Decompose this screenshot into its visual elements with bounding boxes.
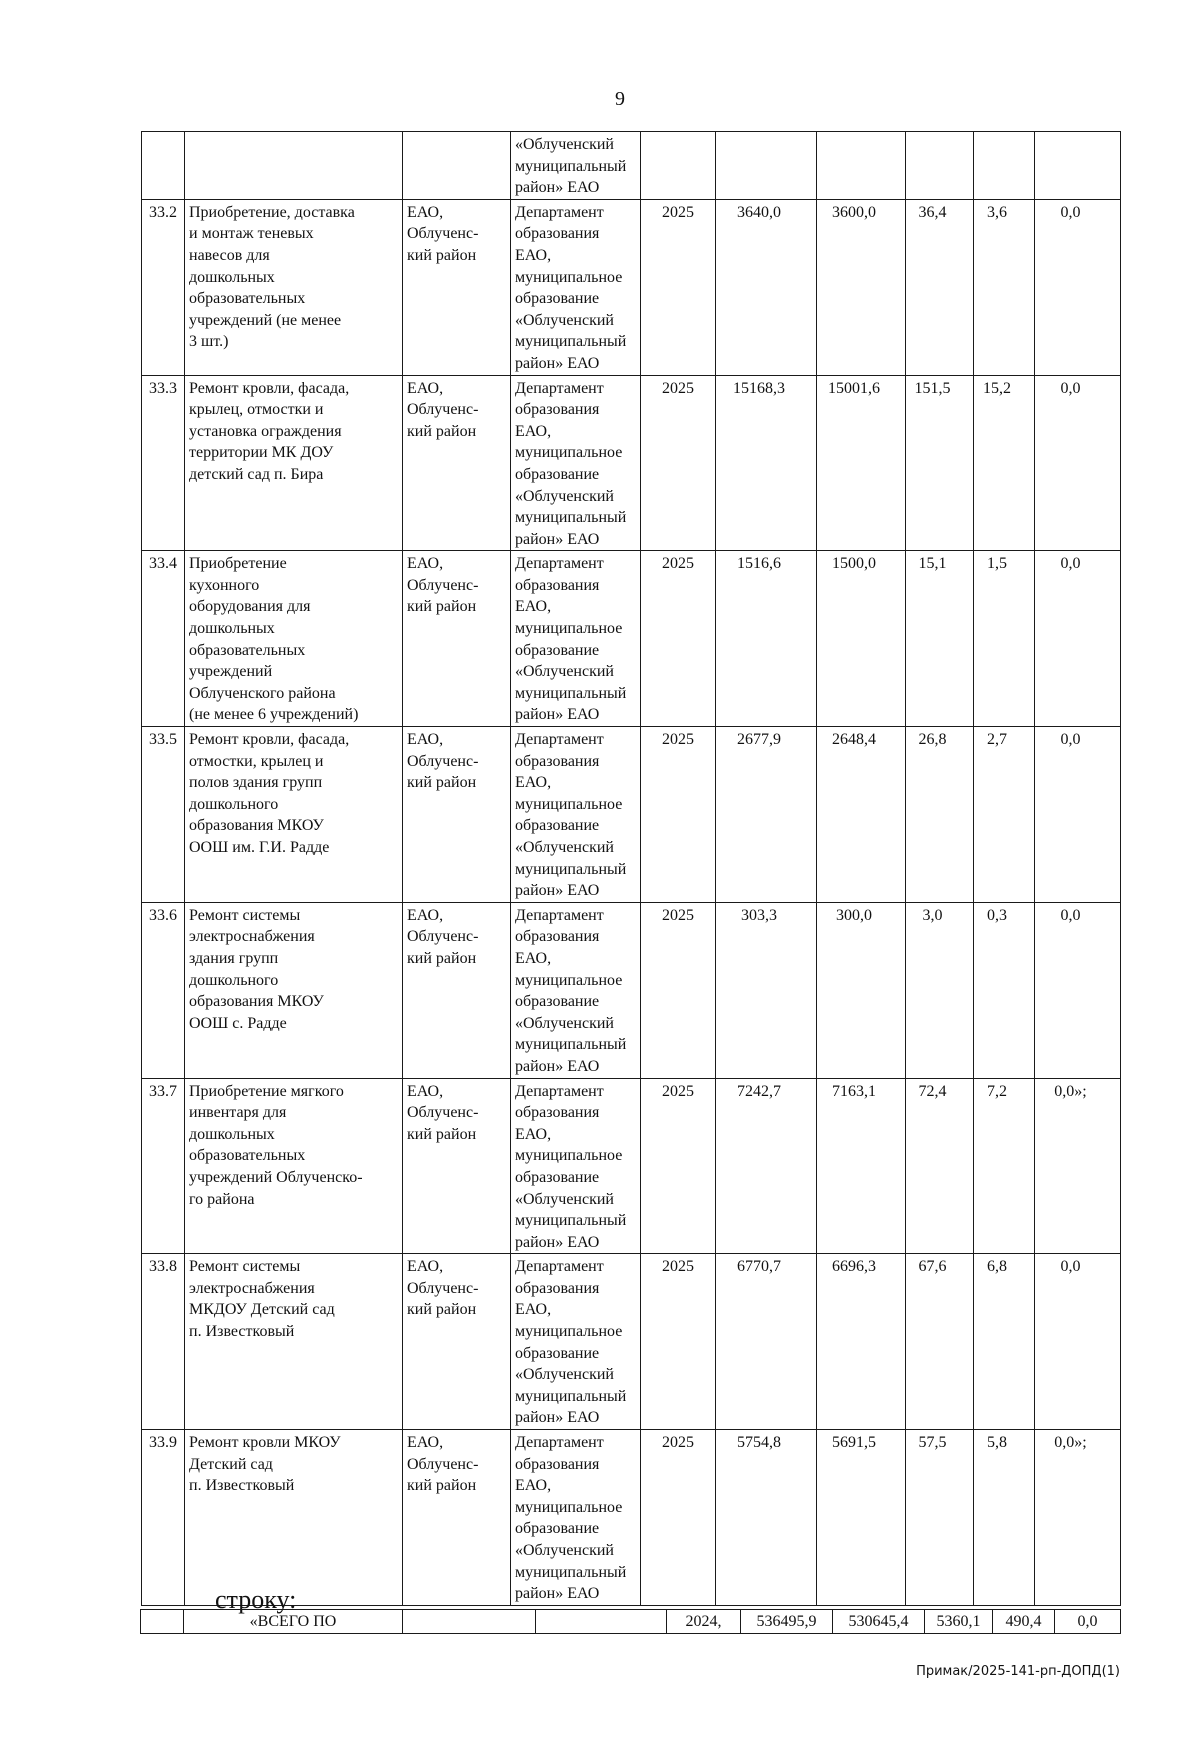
measure-name: Приобретение, доставка и монтаж теневых навесов для дошкольных образовательных учреждений (не менее 3 шт.) [185, 199, 403, 375]
row-number: 33.2 [142, 199, 185, 375]
location-cell: ЕАО, Облученс- кий район [403, 551, 511, 727]
regional-amount: 3,0 [906, 902, 974, 1078]
total-amount: 303,3 [716, 902, 817, 1078]
measure-name: Ремонт кровли, фасада, отмостки, крылец и полов здания групп дошкольного образования МКОУ ООШ им. Г.И. Радде [185, 727, 403, 903]
federal-amount: 1500,0 [817, 551, 906, 727]
location-cell: ЕАО, Облученс- кий район [403, 375, 511, 551]
location-cell: ЕАО, Облученс- кий район [403, 902, 511, 1078]
measure-name: Приобретение кухонного оборудования для дошкольных образовательных учреждений Облученского района (не менее 6 учреждений) [185, 551, 403, 727]
municipal-amount: 15,2 [974, 375, 1035, 551]
program-table [141, 131, 1121, 1606]
executor-cell: Департамент образования ЕАО, муниципальное образование «Облученский муниципальный район» ЕАО [511, 375, 641, 551]
executor-cell: Департамент образования ЕАО, муниципальное образование «Облученский муниципальный район» ЕАО [511, 902, 641, 1078]
federal-amount: 6696,3 [817, 1254, 906, 1430]
table-row [142, 375, 1121, 551]
municipal-amount: 0,3 [974, 902, 1035, 1078]
federal-amount: 15001,6 [817, 375, 906, 551]
total-name: «ВСЕГО ПО [184, 1610, 403, 1634]
regional-amount: 36,4 [906, 199, 974, 375]
document-code: Примак/2025-141-рп-ДОПД(1) [916, 1664, 1120, 1679]
page-number: 9 [615, 88, 625, 110]
executor-cell: Департамент образования ЕАО, муниципальное образование «Облученский муниципальный район» ЕАО [511, 727, 641, 903]
total-amount: 6770,7 [716, 1254, 817, 1430]
total-amount: 7242,7 [716, 1078, 817, 1254]
total-amount: 1516,6 [716, 551, 817, 727]
federal-amount: 2648,4 [817, 727, 906, 903]
location-cell: ЕАО, Облученс- кий район [403, 199, 511, 375]
other-amount: 0,0 [1035, 551, 1121, 727]
row-number: 33.4 [142, 551, 185, 727]
other-amount: 0,0 [1035, 1254, 1121, 1430]
continuation-row [142, 132, 1121, 200]
regional-amount: 57,5 [906, 1430, 974, 1606]
total-sum: 536495,9 [741, 1610, 833, 1634]
total-amount: 2677,9 [716, 727, 817, 903]
other-amount: 0,0»; [1035, 1078, 1121, 1254]
total-amount: 15168,3 [716, 375, 817, 551]
municipal-amount: 6,8 [974, 1254, 1035, 1430]
municipal-amount: 7,2 [974, 1078, 1035, 1254]
table-row [142, 1430, 1121, 1606]
other-amount: 0,0 [1035, 727, 1121, 903]
total-table [140, 1609, 1121, 1634]
stroku-label: строку: [215, 1585, 297, 1614]
other-amount: 0,0»; [1035, 1430, 1121, 1606]
total-row [141, 1610, 1121, 1634]
total-amount: 5754,8 [716, 1430, 817, 1606]
table-row [142, 1254, 1121, 1430]
federal-amount: 3600,0 [817, 199, 906, 375]
executor-cell: Департамент образования ЕАО, муниципальное образование «Облученский муниципальный район» ЕАО [511, 551, 641, 727]
municipal-amount: 3,6 [974, 199, 1035, 375]
row-number: 33.5 [142, 727, 185, 903]
total-mun: 490,4 [993, 1610, 1055, 1634]
total-reg: 5360,1 [925, 1610, 993, 1634]
location-cell: ЕАО, Облученс- кий район [403, 1078, 511, 1254]
year-cell: 2025 [641, 902, 716, 1078]
year-cell: 2025 [641, 199, 716, 375]
regional-amount: 151,5 [906, 375, 974, 551]
executor-cell: Департамент образования ЕАО, муниципальное образование «Облученский муниципальный район» ЕАО [511, 1078, 641, 1254]
measure-name: Ремонт кровли МКОУ Детский сад п. Известковый [185, 1430, 403, 1606]
table-row [142, 727, 1121, 903]
municipal-amount: 5,8 [974, 1430, 1035, 1606]
location-cell: ЕАО, Облученс- кий район [403, 1254, 511, 1430]
year-cell: 2025 [641, 375, 716, 551]
municipal-amount: 2,7 [974, 727, 1035, 903]
measure-name: Приобретение мягкого инвентаря для дошкольных образовательных учреждений Облученско- го района [185, 1078, 403, 1254]
other-amount: 0,0 [1035, 375, 1121, 551]
year-cell: 2025 [641, 1254, 716, 1430]
table-row [142, 1078, 1121, 1254]
total-year: 2024, [667, 1610, 741, 1634]
row-number: 33.9 [142, 1430, 185, 1606]
total-other: 0,0 [1055, 1610, 1121, 1634]
year-cell: 2025 [641, 551, 716, 727]
regional-amount: 67,6 [906, 1254, 974, 1430]
regional-amount: 15,1 [906, 551, 974, 727]
federal-amount: 5691,5 [817, 1430, 906, 1606]
measure-name: Ремонт системы электроснабжения МКДОУ Детский сад п. Известковый [185, 1254, 403, 1430]
row-number: 33.8 [142, 1254, 185, 1430]
total-fed: 530645,4 [833, 1610, 925, 1634]
row-number: 33.7 [142, 1078, 185, 1254]
row-number: 33.3 [142, 375, 185, 551]
other-amount: 0,0 [1035, 902, 1121, 1078]
total-amount: 3640,0 [716, 199, 817, 375]
year-cell: 2025 [641, 727, 716, 903]
executor-cell: «Облученский муниципальный район» ЕАО [511, 132, 641, 200]
executor-cell: Департамент образования ЕАО, муниципальное образование «Облученский муниципальный район» ЕАО [511, 1430, 641, 1606]
regional-amount: 72,4 [906, 1078, 974, 1254]
table-row [142, 551, 1121, 727]
row-number: 33.6 [142, 902, 185, 1078]
year-cell: 2025 [641, 1078, 716, 1254]
location-cell: ЕАО, Облученс- кий район [403, 1430, 511, 1606]
municipal-amount: 1,5 [974, 551, 1035, 727]
other-amount: 0,0 [1035, 199, 1121, 375]
location-cell: ЕАО, Облученс- кий район [403, 727, 511, 903]
regional-amount: 26,8 [906, 727, 974, 903]
measure-name: Ремонт кровли, фасада, крылец, отмостки и установка ограждения территории МК ДОУ детский сад п. Бира [185, 375, 403, 551]
executor-cell: Департамент образования ЕАО, муниципальное образование «Облученский муниципальный район» ЕАО [511, 199, 641, 375]
table-row [142, 199, 1121, 375]
measure-name: Ремонт системы электроснабжения здания групп дошкольного образования МКОУ ООШ с. Радде [185, 902, 403, 1078]
executor-cell: Департамент образования ЕАО, муниципальное образование «Облученский муниципальный район» ЕАО [511, 1254, 641, 1430]
federal-amount: 7163,1 [817, 1078, 906, 1254]
year-cell: 2025 [641, 1430, 716, 1606]
federal-amount: 300,0 [817, 902, 906, 1078]
table-row [142, 902, 1121, 1078]
